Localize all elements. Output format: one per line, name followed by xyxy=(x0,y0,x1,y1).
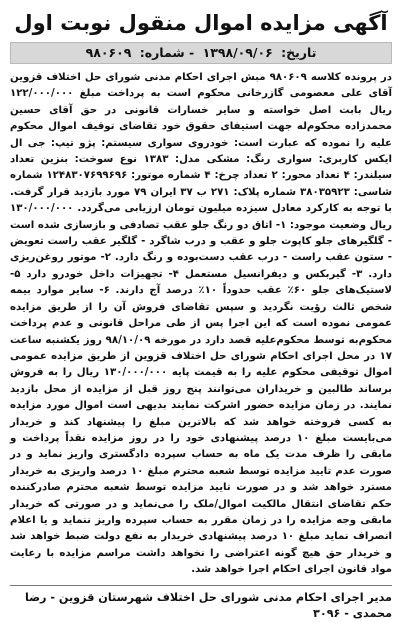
notice-body xyxy=(10,70,392,579)
date-value: ۱۳۹۸/۰۹/۰۶ xyxy=(202,45,273,60)
number-value: ۹۸۰۶۰۹ xyxy=(85,45,132,60)
date-label: تاریخ: xyxy=(281,45,317,60)
notice-signature: مدیر اجرای احکام مدنی شورای حل اختلاف شهرستان قزوین - رضا محمدی - ۳۰۹۶ xyxy=(10,585,392,622)
date-number-bar xyxy=(10,42,392,64)
number-label: - شماره: xyxy=(139,45,195,60)
notice-body-text: در پرونده کلاسه ۹۸۰۶۰۹ مبش اجرای احکام مدنی شورای حل اختلاف قزوین آقای علی معصومی گازرخانی محکوم است به پرداخت مبلغ ۱۲۲/۰۰۰/۰۰۰ ریال بابت اصل خواسته و سایر خسارات قانونی در حق آقای حسین محمدزاده محکوم‌له جهت استیفای حقوق خود تقاضای توقیف اموال محکوم علیه را نموده که عبارت است: خودروی سواری سیستم: پژو تیپ: جی ال ایکس کاربری: سواری رنگ: مشکی مدل: ۱۳۸۳ نوع سوخت: بنزین تعداد سیلندر: ۴ تعداد محور: ۲ تعداد چرخ: ۴ شماره موتور: ۱۲۴۸۳۰۷۶۹۹۶۹۶ شماره شاسی: ۳۸۰۳۵۹۲۳ شماره پلاک: ۲۷۱ ب ۳۷ ایران ۷۹ مورد بازدید قرار گرفت. با توجه به کارکرد معادل سیزده میلیون تومان ارزیابی می‌گردد. ۱۳۰/۰۰۰/۰۰۰ ریال وضعیت موجود: ۱- اتاق دو رنگ جلو عقب تصادفی و بازسازی شده است - گلگیرهای جلو کاپوت جلو و عقب و درب شاگرد - گلگیر عقب راست تعویض - ستون عقب راست - درب عقب دست‌بوده و رنگ دارد. ۲- موتور روغن‌ریزی دارد. ۳- گیربکس و دیفرانسیل مستعمل ۴- تجهیزات داخل خودرو دارد ۵- لاستیک‌های جلو ۶۰٪ عقب حدوداً ۱۰٪ درصد آج دارند. ۶- سایر موارد بیمه شخص ثالث رؤیت نگردید و سپس تقاضای فروش آن را از طریق مزایده عمومی نموده است که این اجرا پس از طی مراحل قانونی و عدم پرداخت محکوم‌به توسط محکوم‌علیه قصد دارد در مورخه ۹۸/۱۰/۰۹ روز یکشنبه ساعت ۱۷ در محل اجرای احکام شورای حل اختلاف قزوین از طریق مزایده عمومی اموال توقیفی محکوم علیه را به قیمت پایه ۱۳۰/۰۰۰/۰۰۰ ریال را به فروش برساند طالبین و خریداران می‌توانند پنج روز قبل از مزایده از محل بازدید نمایند. در زمان مزایده حضور اشرکت نمایند بدیهی است اموال مورد مزایده به کسی فروخته خواهد شد که بالاترین مبلغ را پیشنهاد کند و خریدار می‌بایست مبلغ ۱۰ درصد پیشنهادی خود را در روز مزایده نقداً پرداخت و مابقی را ظرف مدت یک ماه به حساب سپرده دادگستری واریز نماید و در صورت عدم تایید مزایده توسط شعبه محترم مبلغ ۱۰ درصد واریزی به خریدار مسترد خواهد شد و در صورت تایید مزایده توسط شعبه محترم صادرکننده حکم تقاضای انتقال مالکیت اموال/ملک را می‌نماید و در صورتی که خریدار مابقی وجه مزایده را در زمان مقرر به حساب سپرده واریز ننماید و یا اعلام انصراف نماید مبلغ ۱۰ درصد پیشنهادی خریدار به نفع دولت ضبط خواهد شد و خریدار حق هیچ گونه اعتراضی را نخواهد داشت مراسم مزایده با رعایت مواد قانون اجرای احکام اجرا خواهد شد. xyxy=(10,72,393,576)
notice-title: آگهی مزایده اموال منقول نوبت اول xyxy=(14,11,388,35)
